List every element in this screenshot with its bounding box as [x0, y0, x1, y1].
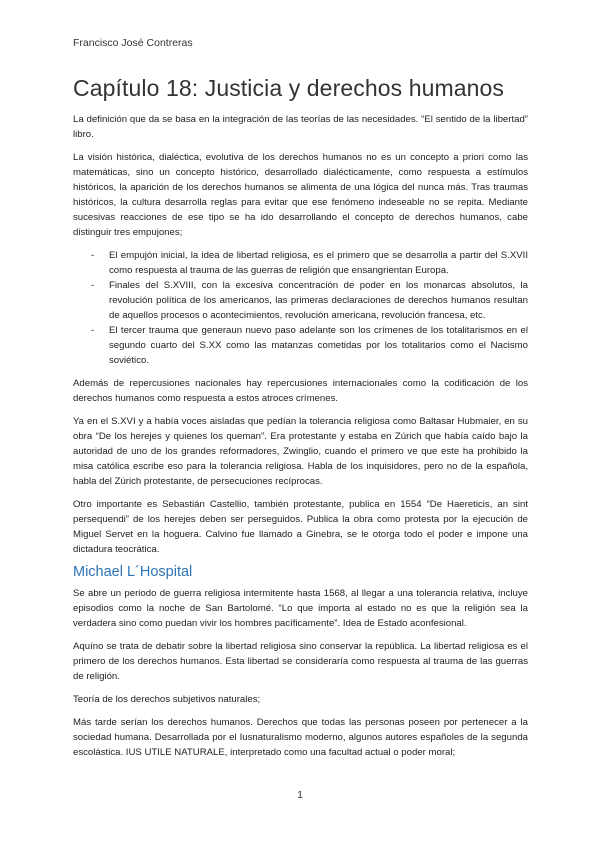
page-number: 1	[297, 789, 303, 801]
paragraph-definition: La definición que da se basa en la integración de las teorías de las necesidades. “El sentido de la libertad” libro.	[73, 114, 528, 140]
list-item-text: El empujón inicial, la idea de libertad religiosa, es el primero que se desarrolla a partir del S.XVII como respuesta al trauma de las guerras de religión que ensangrientan Europa.	[109, 250, 528, 276]
list-item	[73, 323, 528, 368]
dash-bullet-icon: -	[91, 325, 95, 336]
list-item	[73, 248, 528, 278]
paragraph-historical-vision: La visión histórica, dialéctica, evolutiva de los derechos humanos no es un concepto a priori como las matemáticas, sino un concepto histórico, desarrollado dialécticamente, como respuesta a estímulos históricos, la aparición de los derechos humanos se alimenta de una lógica del nunca más. Tras traumas históricos, la cultura desarrolla reglas para evitar que ese fenómeno indeseable no se repita. Mediante sucesivas reacciones de ese tipo se ha ido desarrollando el concepto de derechos humanos, cabe distinguir tres empujones;	[73, 152, 528, 238]
paragraph-theory-heading: Teoría de los derechos subjetivos naturales;	[73, 694, 261, 705]
paragraph-international: Además de repercusiones nacionales hay repercusiones internacionales como la codificación de los derechos humanos como respuesta a estos atroces crímenes.	[73, 378, 528, 404]
list-item-text: El tercer trauma que generaun nuevo paso adelante son los crímenes de los totalitarismos en el segundo cuarto del S.XX como las matanzas cometidas por los totalitarios como el Nacismo soviético.	[109, 325, 528, 366]
list-item	[73, 278, 528, 323]
dash-bullet-icon: -	[91, 280, 95, 291]
page-header-author: Francisco José Contreras	[73, 37, 193, 49]
paragraph-human-rights: Más tarde serían los derechos humanos. Derechos que todas las personas poseen por pertenecer a la sociedad humana. Desarrollada por el Iusnaturalismo moderno, algunos autores españoles de la segunda escolástica. IUS UTILE NATURALE, interpretado como una facultad actual o poder moral;	[73, 717, 528, 758]
paragraph-castellio: Otro importante es Sebastián Castellio, también protestante, publica en 1554 “De Haereticis, an sint persequendi” de los herejes deben ser perseguidos. Publica la obra como protesta por la ejecución de Miguel Servet en la hoguera. Calvino fue llamado a Ginebra, se le otorga todo el poder e impone una dictadura teocrática.	[73, 499, 528, 555]
list-item-text: Finales del S.XVIII, con la excesiva concentración de poder en los monarcas absolutos, la revolución política de los americanos, las primeras declaraciones de derechos humanos resultan de aquellos procesos o acontecimientos, revolución americana, revolución francesa, etc.	[109, 280, 528, 321]
bullet-list-pushes	[73, 248, 528, 368]
dash-bullet-icon: -	[91, 250, 95, 261]
document-body	[73, 112, 528, 768]
section-heading-lhospital: Michael L´Hospital	[73, 564, 193, 580]
paragraph-religious-war: Se abre un periodo de guerra religiosa intermitente hasta 1568, al llegar a una tolerancia relativa, incluye episodios como la noche de San Bartolomé. “Lo que importa al estado no es que la religión sea la verdadera sino como puedan vivir los hombres pacíficamente”. Idea de Estado aconfesional.	[73, 588, 528, 629]
paragraph-religious-freedom: Aquíno se trata de debatir sobre la libertad religiosa sino conservar la república. La libertad religiosa es el primero de los derechos humanos. Esta libertad se consideraría como respuesta al trauma de las guerras de religión.	[73, 641, 528, 682]
chapter-title: Capítulo 18: Justicia y derechos humanos	[73, 75, 505, 101]
paragraph-hubmaier: Ya en el S.XVI y a había voces aisladas que pedían la tolerancia religiosa como Baltasar Hubmaier, en su obra “De los herejes y quienes los queman”. Era protestante y estaba en Zúrich que había caído bajo la autoridad de uno de los grandes reformadores, Zwinglio, cuando el primero ve que este ha prohibido la misa católica escribe eso para la tolerancia religiosa. Habla de los inquisidores, pero no de la española, habla del Zúrich protestante, de persecuciones recíprocas.	[73, 416, 528, 487]
